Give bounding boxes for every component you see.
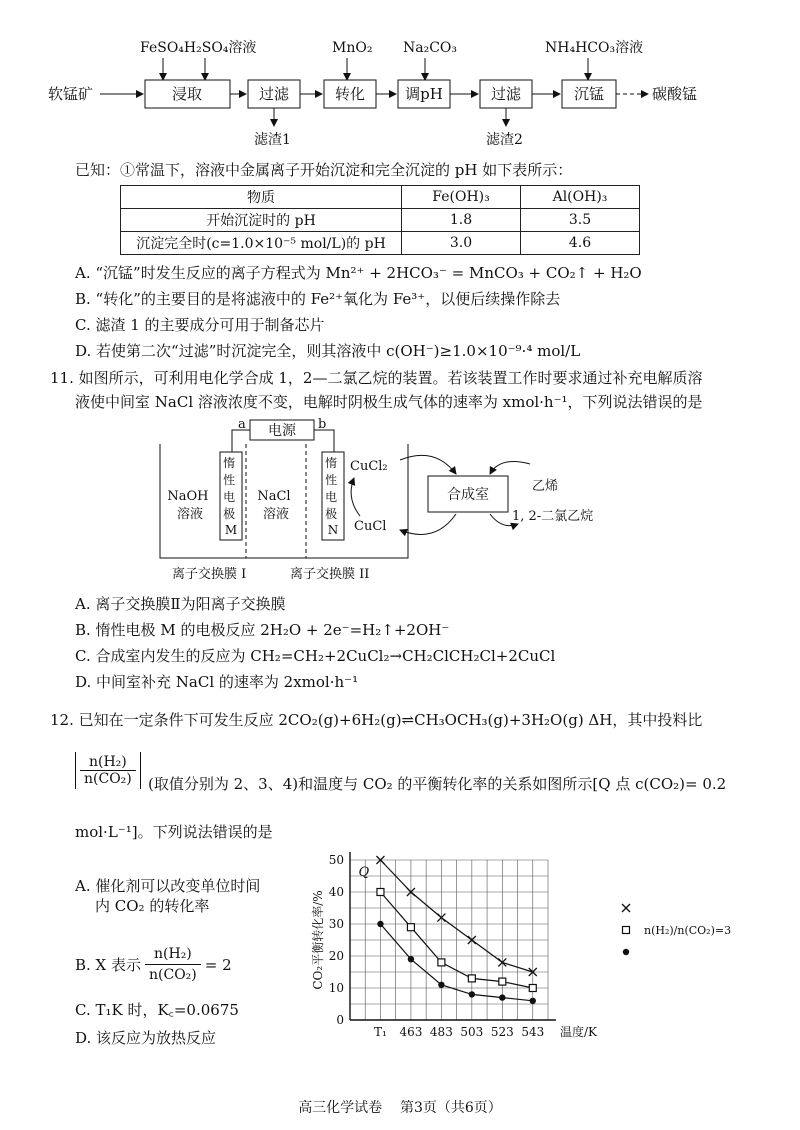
chart-grid xyxy=(350,852,556,1020)
data-point-dot xyxy=(469,991,475,997)
table-header-cell: Fe(OH)₃ xyxy=(402,186,521,209)
table-header-cell: Al(OH)₃ xyxy=(521,186,640,209)
q12-option-b-suffix: = 2 xyxy=(204,955,232,974)
terminal-b: b xyxy=(318,417,327,432)
q12-stem-line-2: (取值分别为 2、3、4)和温度与 CO₂ 的平衡转化率的关系如图所示[Q 点 c(CO₂)= 0.2 xyxy=(148,775,727,793)
y-tick-label: 20 xyxy=(328,949,344,963)
q11-option-b: B. 惰性电极 M 的电极反应 2H₂O + 2e⁻=H₂↑+2OH⁻ xyxy=(75,621,450,639)
data-point-square xyxy=(468,975,475,982)
data-point-dot xyxy=(438,982,444,988)
table-header-cell: 物质 xyxy=(121,186,402,209)
flow-reagent-4: NH₄HCO₃溶液 xyxy=(545,40,644,56)
chart-ticks xyxy=(329,853,545,1039)
flow-product: 碳酸锰 xyxy=(652,85,698,103)
q12-option-b-prefix: B. X 表示 xyxy=(75,955,142,974)
q12-option-b xyxy=(75,944,232,985)
x-tick-label: T₁ xyxy=(374,1025,387,1039)
flow-step-filter-2: 过滤 xyxy=(490,85,522,103)
power-supply-label: 电源 xyxy=(268,423,296,439)
table-row xyxy=(121,232,640,255)
data-point-dot xyxy=(530,998,536,1004)
membrane-2-label: 离子交换膜 II xyxy=(290,567,370,582)
table-row xyxy=(121,209,640,232)
q10-option-d: D. 若使第二次“过滤”时沉淀完全，则其溶液中 c(OH⁻)≥1.0×10⁻⁹·⁴ mol/L xyxy=(75,342,581,360)
flow-step-filter-1: 过滤 xyxy=(258,85,290,103)
fraction-denominator: n(CO₂) xyxy=(84,771,132,787)
flow-residue-1: 滤渣1 xyxy=(254,132,291,148)
q10-option-a: A. “沉锰”时发生反应的离子方程式为 Mn²⁺ + 2HCO₃⁻ = MnCO₃ + CO₂↑ + H₂O xyxy=(75,264,642,282)
flow-ore: 软锰矿 xyxy=(48,85,94,103)
y-tick-label: 50 xyxy=(328,853,344,867)
q11-option-d: D. 中间室补充 NaCl 的速率为 2xmol·h⁻¹ xyxy=(75,673,359,691)
ph-table xyxy=(120,185,640,255)
q12-option-a-line-2: 内 CO₂ 的转化率 xyxy=(95,897,210,915)
table-cell: 沉淀完全时(c=1.0×10⁻⁵ mol/L)的 pH xyxy=(121,232,402,255)
process-flow-diagram xyxy=(0,0,800,150)
data-point-square xyxy=(377,889,384,896)
table-header-row xyxy=(121,186,640,209)
dichloroethane-label: 1, 2-二氯乙烷 xyxy=(512,509,594,524)
x-tick-label: 483 xyxy=(429,1025,453,1039)
y-tick-label: 0 xyxy=(336,1013,344,1027)
q12-ratio-fraction xyxy=(75,752,141,789)
q12-stem-line-3: mol·L⁻¹]。下列说法错误的是 xyxy=(75,823,273,841)
y-tick-label: 40 xyxy=(328,885,344,899)
data-point-dot xyxy=(499,994,505,1000)
q11-option-c: C. 合成室内发生的反应为 CH₂=CH₂+2CuCl₂→CH₂ClCH₂Cl+2CuCl xyxy=(75,647,556,665)
legend-marker-square xyxy=(623,927,630,934)
data-point-dot xyxy=(377,921,383,927)
chart-x-axis-label: 温度/K xyxy=(560,1025,598,1039)
q12-option-a-line-1: A. 催化剂可以改变单位时间 xyxy=(75,877,261,895)
legend-marker-dot xyxy=(623,949,629,955)
page-footer: 高三化学试卷 第3页（共6页） xyxy=(298,1100,502,1116)
x-tick-label: 523 xyxy=(490,1025,514,1039)
membrane-1-label: 离子交换膜 I xyxy=(172,567,247,582)
conversion-chart xyxy=(300,842,770,1052)
x-tick-label: 463 xyxy=(399,1025,423,1039)
known-intro: 已知：①常温下，溶液中金属离子开始沉淀和完全沉淀的 pH 如下表所示： xyxy=(75,161,573,179)
flow-reagent-1: FeSO₄H₂SO₄溶液 xyxy=(140,40,257,56)
left-solution: NaOH 溶液 xyxy=(167,489,209,522)
chart-point-q-label: Q xyxy=(358,865,370,880)
q12-option-a xyxy=(75,876,260,916)
legend-text: n(H₂)/n(CO₂)=3 xyxy=(644,924,732,937)
q10-option-c: C. 滤渣 1 的主要成分可用于制备芯片 xyxy=(75,316,325,334)
table-cell: 1.8 xyxy=(402,209,521,232)
ethylene-label: 乙烯 xyxy=(532,479,559,494)
flow-residue-2: 滤渣2 xyxy=(486,132,523,148)
chart-legend xyxy=(622,904,731,955)
electrolysis-diagram xyxy=(150,412,630,592)
middle-solution: NaCl 溶液 xyxy=(257,489,291,522)
table-cell: 3.0 xyxy=(402,232,521,255)
data-point-square xyxy=(407,924,414,931)
q12-option-d: D. 该反应为放热反应 xyxy=(75,1029,217,1047)
electrode-n: 惰 性 电 极 N xyxy=(325,456,339,537)
y-tick-label: 30 xyxy=(328,917,344,931)
legend-marker-cross xyxy=(622,904,630,912)
x-tick-label: 543 xyxy=(521,1025,545,1039)
fraction-numerator: n(H₂) xyxy=(80,754,136,771)
flow-step-convert: 转化 xyxy=(334,85,366,103)
electrode-m: 惰 性 电 极 M xyxy=(223,456,238,537)
data-point-square xyxy=(438,959,445,966)
q12-stem-line-1: 12. 已知在一定条件下可发生反应 2CO₂(g)+6H₂(g)⇌CH₃OCH₃(g)+3H₂O(g) ΔH，其中投料比 xyxy=(50,711,703,729)
table-cell: 4.6 xyxy=(521,232,640,255)
flow-reagent-2: MnO₂ xyxy=(332,40,373,56)
q12-option-c: C. T₁K 时，K꜀=0.0675 xyxy=(75,1001,239,1019)
q10-option-b: B. “转化”的主要目的是将滤液中的 Fe²⁺氧化为 Fe³⁺，以便后续操作除去 xyxy=(75,290,561,308)
chart-y-axis-label: CO₂平衡转化率/% xyxy=(311,890,325,990)
fraction-numerator: n(H₂) xyxy=(145,944,201,965)
q11-stem-line-2: 液使中间室 NaCl 溶液浓度不变，电解时阴极生成气体的速率为 xmol·h⁻¹，下列说法错误的是 xyxy=(75,393,703,411)
q11-stem-line-1: 11. 如图所示，可利用电化学合成 1，2—二氯乙烷的装置。若该装置工作时要求通过补充电解质溶 xyxy=(50,369,703,387)
data-point-square xyxy=(529,985,536,992)
y-tick-label: 10 xyxy=(328,981,344,995)
table-cell: 开始沉淀时的 pH xyxy=(121,209,402,232)
q11-option-a: A. 离子交换膜Ⅱ为阳离子交换膜 xyxy=(75,595,286,613)
cucl2-label: CuCl₂ xyxy=(350,459,388,474)
flow-step-leach: 浸取 xyxy=(171,85,203,103)
flow-reagent-3: Na₂CO₃ xyxy=(403,40,458,56)
flow-step-adjust-ph: 调pH xyxy=(405,85,443,103)
fraction-denominator: n(CO₂) xyxy=(149,967,197,983)
flow-step-precipitate: 沉锰 xyxy=(573,85,605,103)
data-point-dot xyxy=(408,956,414,962)
x-tick-label: 503 xyxy=(460,1025,484,1039)
data-point-square xyxy=(499,978,506,985)
terminal-a: a xyxy=(238,417,246,432)
synthesis-chamber: 合成室 xyxy=(447,487,489,503)
cucl-label: CuCl xyxy=(354,519,387,534)
table-cell: 3.5 xyxy=(521,209,640,232)
